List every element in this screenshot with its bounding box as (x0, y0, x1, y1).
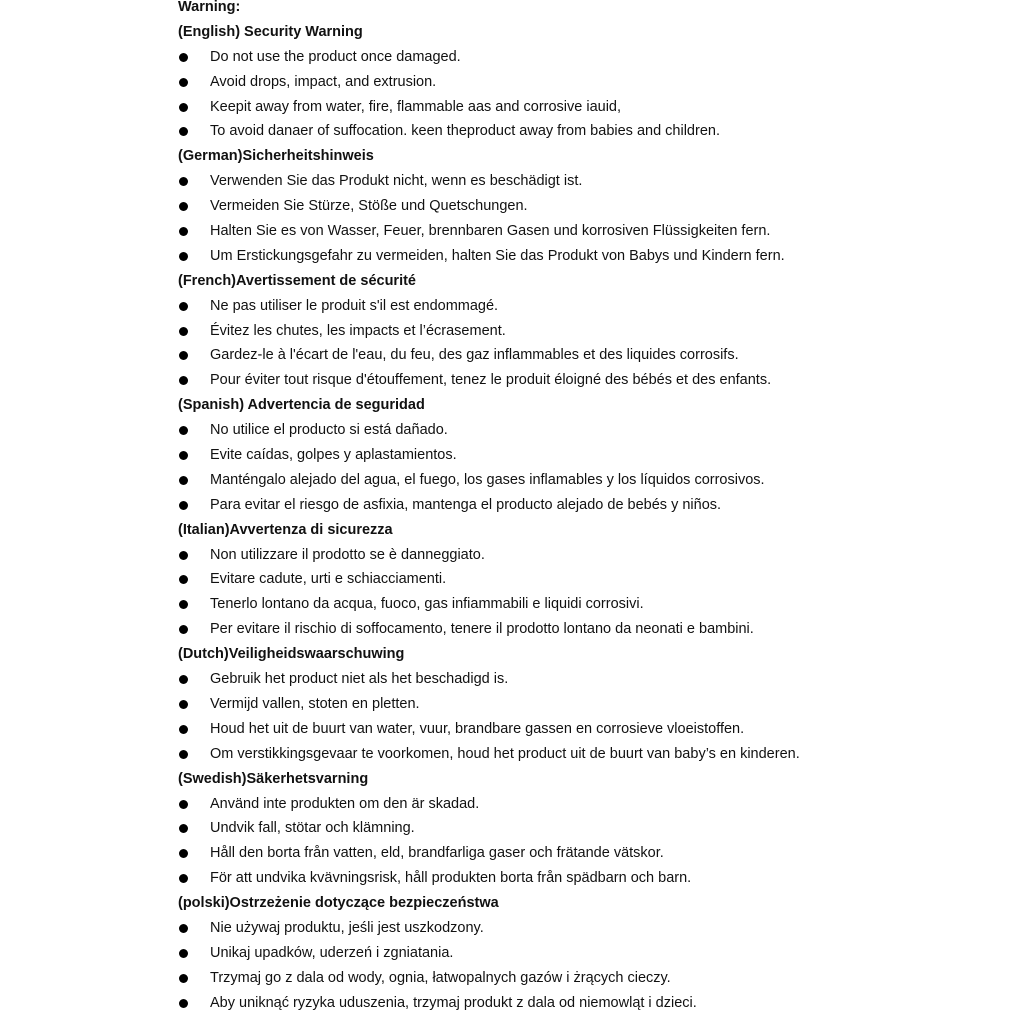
list-item (178, 692, 978, 717)
list-item (178, 717, 978, 742)
list-item-text: Per evitare il rischio di soffocamento, tenere il prodotto lontano da neonati e bambini. (210, 621, 754, 638)
list-item (178, 966, 978, 991)
bullet-icon (179, 252, 188, 261)
list-item-text: Trzymaj go z dala od wody, ognia, łatwopalnych gazów i żrących cieczy. (210, 969, 671, 986)
section-polish (178, 891, 978, 1015)
bullet-icon (179, 327, 188, 336)
list-item (178, 95, 978, 120)
section-heading: (Spanish) Advertencia de seguridad (178, 397, 425, 414)
list-item-text: Aby uniknąć ryzyka uduszenia, trzymaj produkt z dala od niemowląt i dzieci. (210, 994, 697, 1011)
list-item-text: Non utilizzare il prodotto se è danneggiato. (210, 546, 485, 563)
list-item-text: För att undvika kvävningsrisk, håll produkten borta från spädbarn och barn. (210, 870, 692, 887)
list-item (178, 70, 978, 95)
section-heading: (Swedish)Säkerhetsvarning (178, 770, 369, 787)
bullet-icon (179, 127, 188, 136)
list-item (178, 319, 978, 344)
bullet-icon (179, 177, 188, 186)
list-item (178, 493, 978, 518)
list-item (178, 567, 978, 592)
list-item (178, 468, 978, 493)
list-item-text: Para evitar el riesgo de asfixia, mantenga el producto alejado de bebés y niños. (210, 496, 722, 513)
list-item (178, 119, 978, 144)
list-item-text: Houd het uit de buurt van water, vuur, brandbare gassen en corrosieve vloeistoffen. (210, 720, 745, 737)
bullet-icon (179, 750, 188, 759)
bullet-icon (179, 202, 188, 211)
section-german (178, 144, 978, 268)
list-item (178, 343, 978, 368)
list-item-text: Pour éviter tout risque d'étouffement, tenez le produit éloigné des bébés et des enfants. (210, 372, 772, 389)
list-item-text: Verwenden Sie das Produkt nicht, wenn es beschädigt ist. (210, 173, 583, 190)
bullet-icon (179, 376, 188, 385)
list-item (178, 742, 978, 767)
bullet-icon (179, 78, 188, 87)
warning-document (178, 0, 978, 1016)
section-heading: (German)Sicherheitshinweis (178, 148, 374, 165)
section-spanish (178, 393, 978, 517)
list-item-text: Unikaj upadków, uderzeń i zgniatania. (210, 944, 454, 961)
bullet-icon (179, 999, 188, 1008)
document-title: Warning: (178, 0, 241, 15)
list-item-text: Keepit away from water, fire, flammable aas and corrosive iauid, (210, 98, 622, 115)
bullet-icon (179, 675, 188, 684)
bullet-icon (179, 949, 188, 958)
list-item-text: Om verstikkingsgevaar te voorkomen, houd het product uit de buurt van baby’s en kinderen. (210, 745, 800, 762)
list-item-text: Använd inte produkten om den är skadad. (210, 795, 480, 812)
list-item-text: Evite caídas, golpes y aplastamientos. (210, 447, 457, 464)
list-item-text: Um Erstickungsgefahr zu vermeiden, halten Sie das Produkt von Babys und Kindern fern. (210, 247, 785, 264)
bullet-icon (179, 103, 188, 112)
list-item (178, 916, 978, 941)
bullet-icon (179, 824, 188, 833)
section-heading: (English) Security Warning (178, 23, 363, 40)
list-item-text: Gardez-le à l'écart de l'eau, du feu, des gaz inflammables et des liquides corrosifs. (210, 347, 739, 364)
list-item (178, 866, 978, 891)
list-item (178, 194, 978, 219)
list-item-text: Évitez les chutes, les impacts et l’écrasement. (210, 322, 506, 339)
section-heading: (French)Avertissement de sécurité (178, 272, 416, 289)
bullet-icon (179, 700, 188, 709)
bullet-icon (179, 874, 188, 883)
bullet-icon (179, 302, 188, 311)
list-item (178, 667, 978, 692)
bullet-icon (179, 625, 188, 634)
bullet-icon (179, 426, 188, 435)
section-heading: (polski)Ostrzeżenie dotyczące bezpieczeństwa (178, 895, 499, 912)
list-item-text: Manténgalo alejado del agua, el fuego, los gases inflamables y los líquidos corrosivos. (210, 471, 765, 488)
bullet-icon (179, 924, 188, 933)
list-item-text: Do not use the product once damaged. (210, 48, 461, 65)
list-item-text: Vermeiden Sie Stürze, Stöße und Quetschungen. (210, 198, 528, 215)
section-english (178, 20, 978, 144)
list-item (178, 617, 978, 642)
bullet-icon (179, 351, 188, 360)
bullet-icon (179, 227, 188, 236)
list-item (178, 816, 978, 841)
bullet-icon (179, 551, 188, 560)
section-french (178, 269, 978, 393)
list-item-text: Tenerlo lontano da acqua, fuoco, gas infiammabili e liquidi corrosivi. (210, 596, 644, 613)
section-swedish (178, 767, 978, 891)
list-item-text: Evitare cadute, urti e schiacciamenti. (210, 571, 447, 588)
list-item (178, 841, 978, 866)
list-item (178, 941, 978, 966)
section-heading: (Dutch)Veiligheidswaarschuwing (178, 646, 405, 663)
list-item (178, 219, 978, 244)
bullet-icon (179, 600, 188, 609)
list-item-text: Vermijd vallen, stoten en pletten. (210, 695, 420, 712)
list-item-text: Håll den borta från vatten, eld, brandfarliga gaser och frätande vätskor. (210, 845, 664, 862)
list-item (178, 244, 978, 269)
section-heading: (Italian)Avvertenza di sicurezza (178, 521, 393, 538)
list-item-text: Avoid drops, impact, and extrusion. (210, 73, 437, 90)
list-item (178, 418, 978, 443)
list-item-text: To avoid danaer of suffocation. keen theproduct away from babies and children. (210, 123, 720, 140)
list-item (178, 592, 978, 617)
list-item-text: Halten Sie es von Wasser, Feuer, brennbaren Gasen und korrosiven Flüssigkeiten fern. (210, 223, 771, 240)
bullet-icon (179, 800, 188, 809)
bullet-icon (179, 501, 188, 510)
bullet-icon (179, 451, 188, 460)
bullet-icon (179, 974, 188, 983)
bullet-icon (179, 849, 188, 858)
bullet-icon (179, 53, 188, 62)
list-item (178, 294, 978, 319)
section-dutch (178, 642, 978, 766)
list-item (178, 45, 978, 70)
list-item (178, 443, 978, 468)
list-item-text: Nie używaj produktu, jeśli jest uszkodzony. (210, 919, 484, 936)
bullet-icon (179, 725, 188, 734)
list-item-text: Ne pas utiliser le produit s'il est endommagé. (210, 297, 499, 314)
list-item-text: Gebruik het product niet als het beschadigd is. (210, 671, 509, 688)
list-item (178, 543, 978, 568)
list-item (178, 368, 978, 393)
list-item (178, 169, 978, 194)
bullet-icon (179, 575, 188, 584)
bullet-icon (179, 476, 188, 485)
list-item-text: Undvik fall, stötar och klämning. (210, 820, 415, 837)
section-italian (178, 518, 978, 642)
list-item (178, 792, 978, 817)
list-item-text: No utilice el producto si está dañado. (210, 422, 448, 439)
